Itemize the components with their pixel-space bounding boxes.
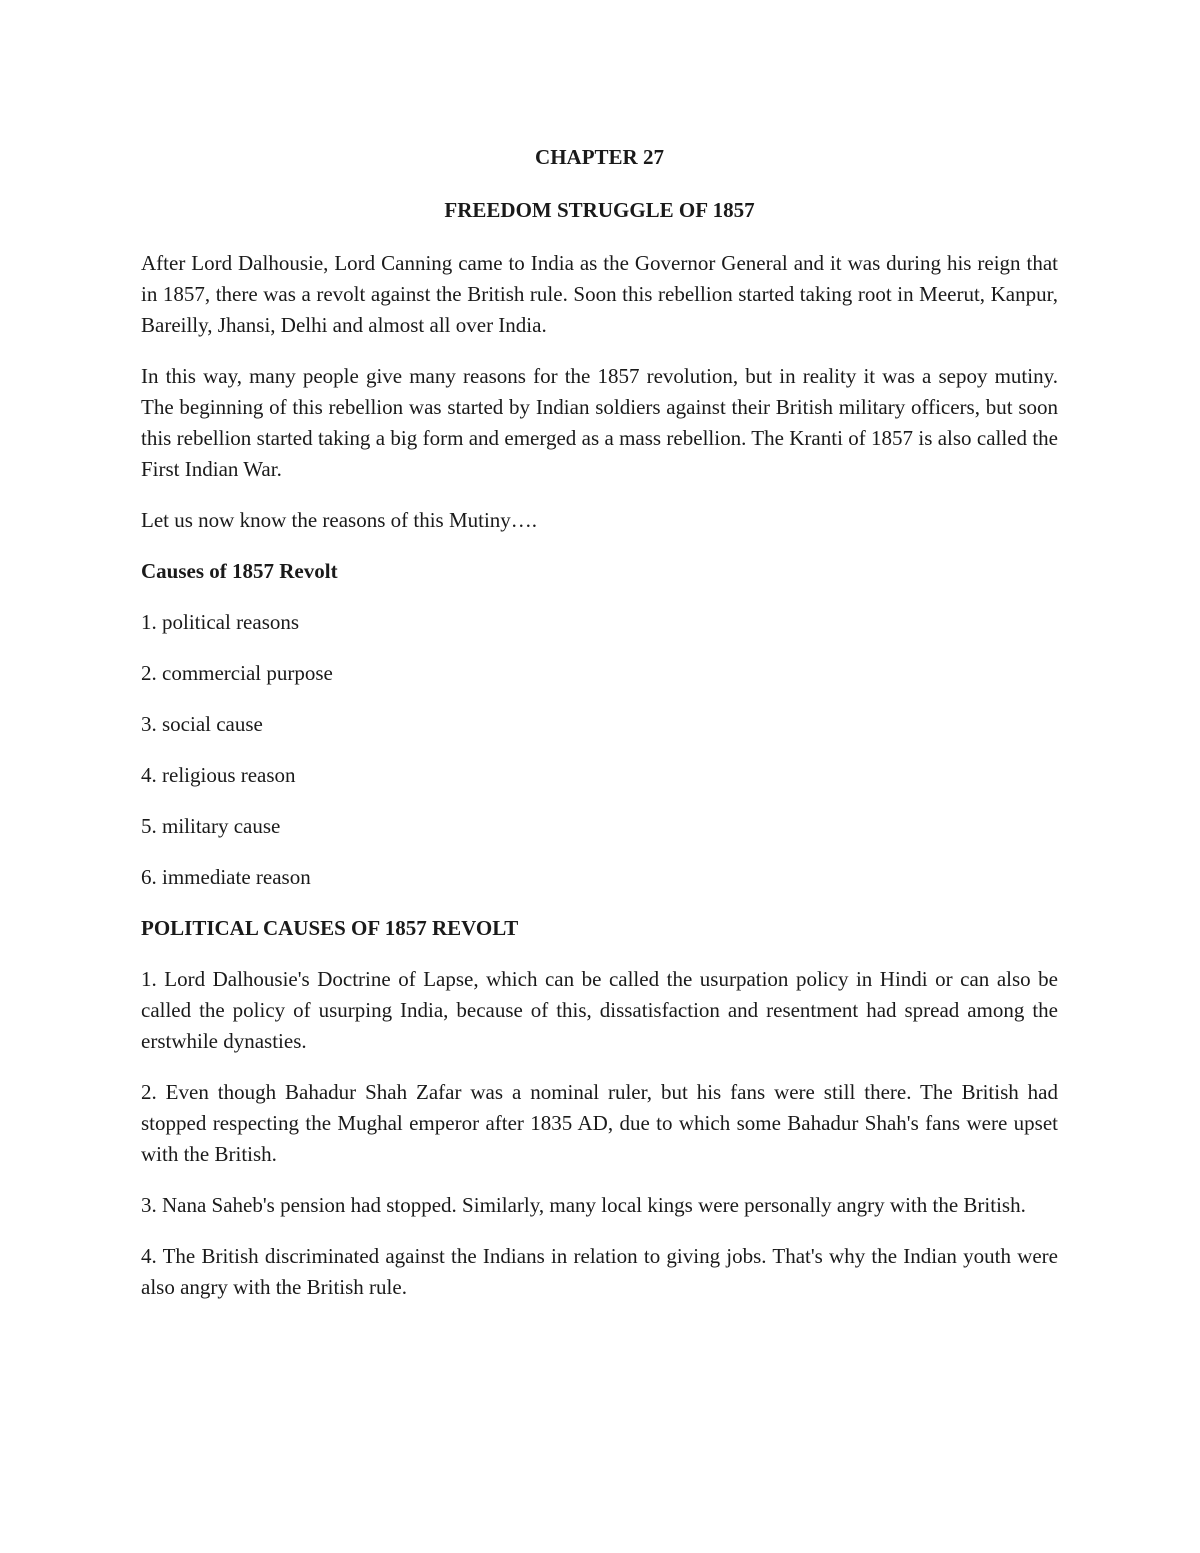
chapter-label: CHAPTER 27: [535, 145, 664, 169]
cause-item: 2. commercial purpose: [141, 661, 333, 685]
document-title: FREEDOM STRUGGLE OF 1857: [444, 198, 755, 222]
political-point-3: 3. Nana Saheb's pension had stopped. Similarly, many local kings were personally angry with the British.: [141, 1193, 1026, 1217]
document-page: [141, 142, 1058, 1323]
political-point-1: 1. Lord Dalhousie's Doctrine of Lapse, which can be called the usurpation policy in Hindi or can also be called the policy of usurping India, because of this, dissatisfaction and resentment had spread among the erstwhile dynasties.: [141, 967, 1058, 1053]
political-point-2: 2. Even though Bahadur Shah Zafar was a nominal ruler, but his fans were still there. The British had stopped respecting the Mughal emperor after 1835 AD, due to which some Bahadur Shah's fans were upset with the British.: [141, 1080, 1058, 1166]
intro-paragraph-1: After Lord Dalhousie, Lord Canning came to India as the Governor General and it was during his reign that in 1857, there was a revolt against the British rule. Soon this rebellion started taking root in Meerut, Kanpur, Bareilly, Jhansi, Delhi and almost all over India.: [141, 251, 1058, 337]
cause-item: 1. political reasons: [141, 610, 300, 634]
cause-item: 3. social cause: [141, 712, 263, 736]
political-causes-heading: POLITICAL CAUSES OF 1857 REVOLT: [141, 916, 519, 940]
cause-item: 4. religious reason: [141, 763, 296, 787]
causes-heading: Causes of 1857 Revolt: [141, 559, 338, 583]
intro-paragraph-2: In this way, many people give many reasons for the 1857 revolution, but in reality it was a sepoy mutiny. The beginning of this rebellion was started by Indian soldiers against their British military officers, but soon this rebellion started taking a big form and emerged as a mass rebellion. The Kranti of 1857 is also called the First Indian War.: [141, 364, 1058, 481]
cause-item: 6. immediate reason: [141, 865, 311, 889]
cause-item: 5. military cause: [141, 814, 281, 838]
intro-paragraph-3: Let us now know the reasons of this Mutiny….: [141, 508, 538, 532]
political-point-4: 4. The British discriminated against the Indians in relation to giving jobs. That's why the Indian youth were also angry with the British rule.: [141, 1244, 1058, 1299]
